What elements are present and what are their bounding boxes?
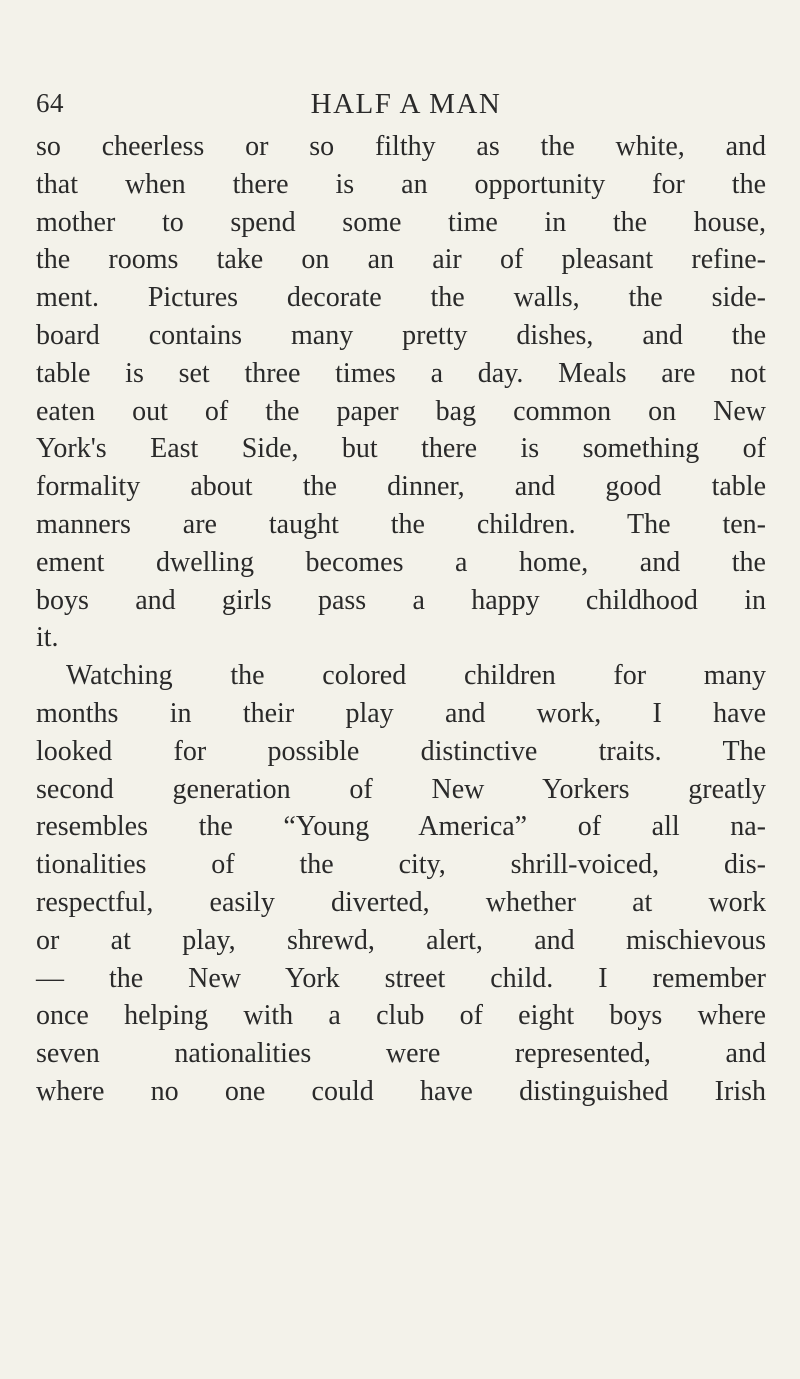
text-line: that when there is an opportunity for the bbox=[36, 168, 766, 200]
text-line: or at play, shrewd, alert, and mischievous bbox=[36, 924, 766, 956]
text-line: months in their play and work, I have bbox=[36, 697, 766, 729]
text-line: the rooms take on an air of pleasant refine- bbox=[36, 244, 766, 276]
text-line: table is set three times a day. Meals are not bbox=[36, 357, 766, 389]
paragraph-end-line: it. bbox=[36, 622, 59, 654]
text-line: second generation of New Yorkers greatly bbox=[36, 773, 766, 805]
text-line: so cheerless or so filthy as the white, and bbox=[36, 131, 766, 162]
text-line: seven nationalities were represented, and bbox=[36, 1038, 766, 1070]
text-line: — the New York street child. I remember bbox=[36, 962, 766, 994]
text-line: where no one could have distinguished Irish bbox=[36, 1075, 766, 1107]
text-line: ment. Pictures decorate the walls, the side- bbox=[36, 282, 766, 314]
text-line: formality about the dinner, and good table bbox=[36, 471, 766, 503]
text-line: manners are taught the children. The ten- bbox=[36, 508, 766, 540]
text-line: once helping with a club of eight boys where bbox=[36, 1000, 766, 1032]
page-header bbox=[36, 88, 764, 128]
text-line: looked for possible distinctive traits. The bbox=[36, 735, 766, 767]
text-line: tionalities of the city, shrill-voiced, dis- bbox=[36, 849, 766, 881]
text-line: boys and girls pass a happy childhood in bbox=[36, 584, 766, 616]
text-line: respectful, easily diverted, whether at work bbox=[36, 886, 766, 918]
text-line: board contains many pretty dishes, and the bbox=[36, 319, 766, 351]
text-line: York's East Side, but there is something of bbox=[36, 433, 766, 465]
text-line: resembles the “Young America” of all na- bbox=[36, 811, 766, 843]
body-text bbox=[36, 128, 766, 1111]
paragraph-start-line: Watching the colored children for many bbox=[66, 660, 766, 692]
running-title: HALF A MAN bbox=[310, 88, 502, 120]
text-line: eaten out of the paper bag common on New bbox=[36, 395, 766, 427]
text-line: mother to spend some time in the house, bbox=[36, 206, 766, 238]
text-line: ement dwelling becomes a home, and the bbox=[36, 546, 766, 578]
page-number: 64 bbox=[36, 88, 64, 118]
